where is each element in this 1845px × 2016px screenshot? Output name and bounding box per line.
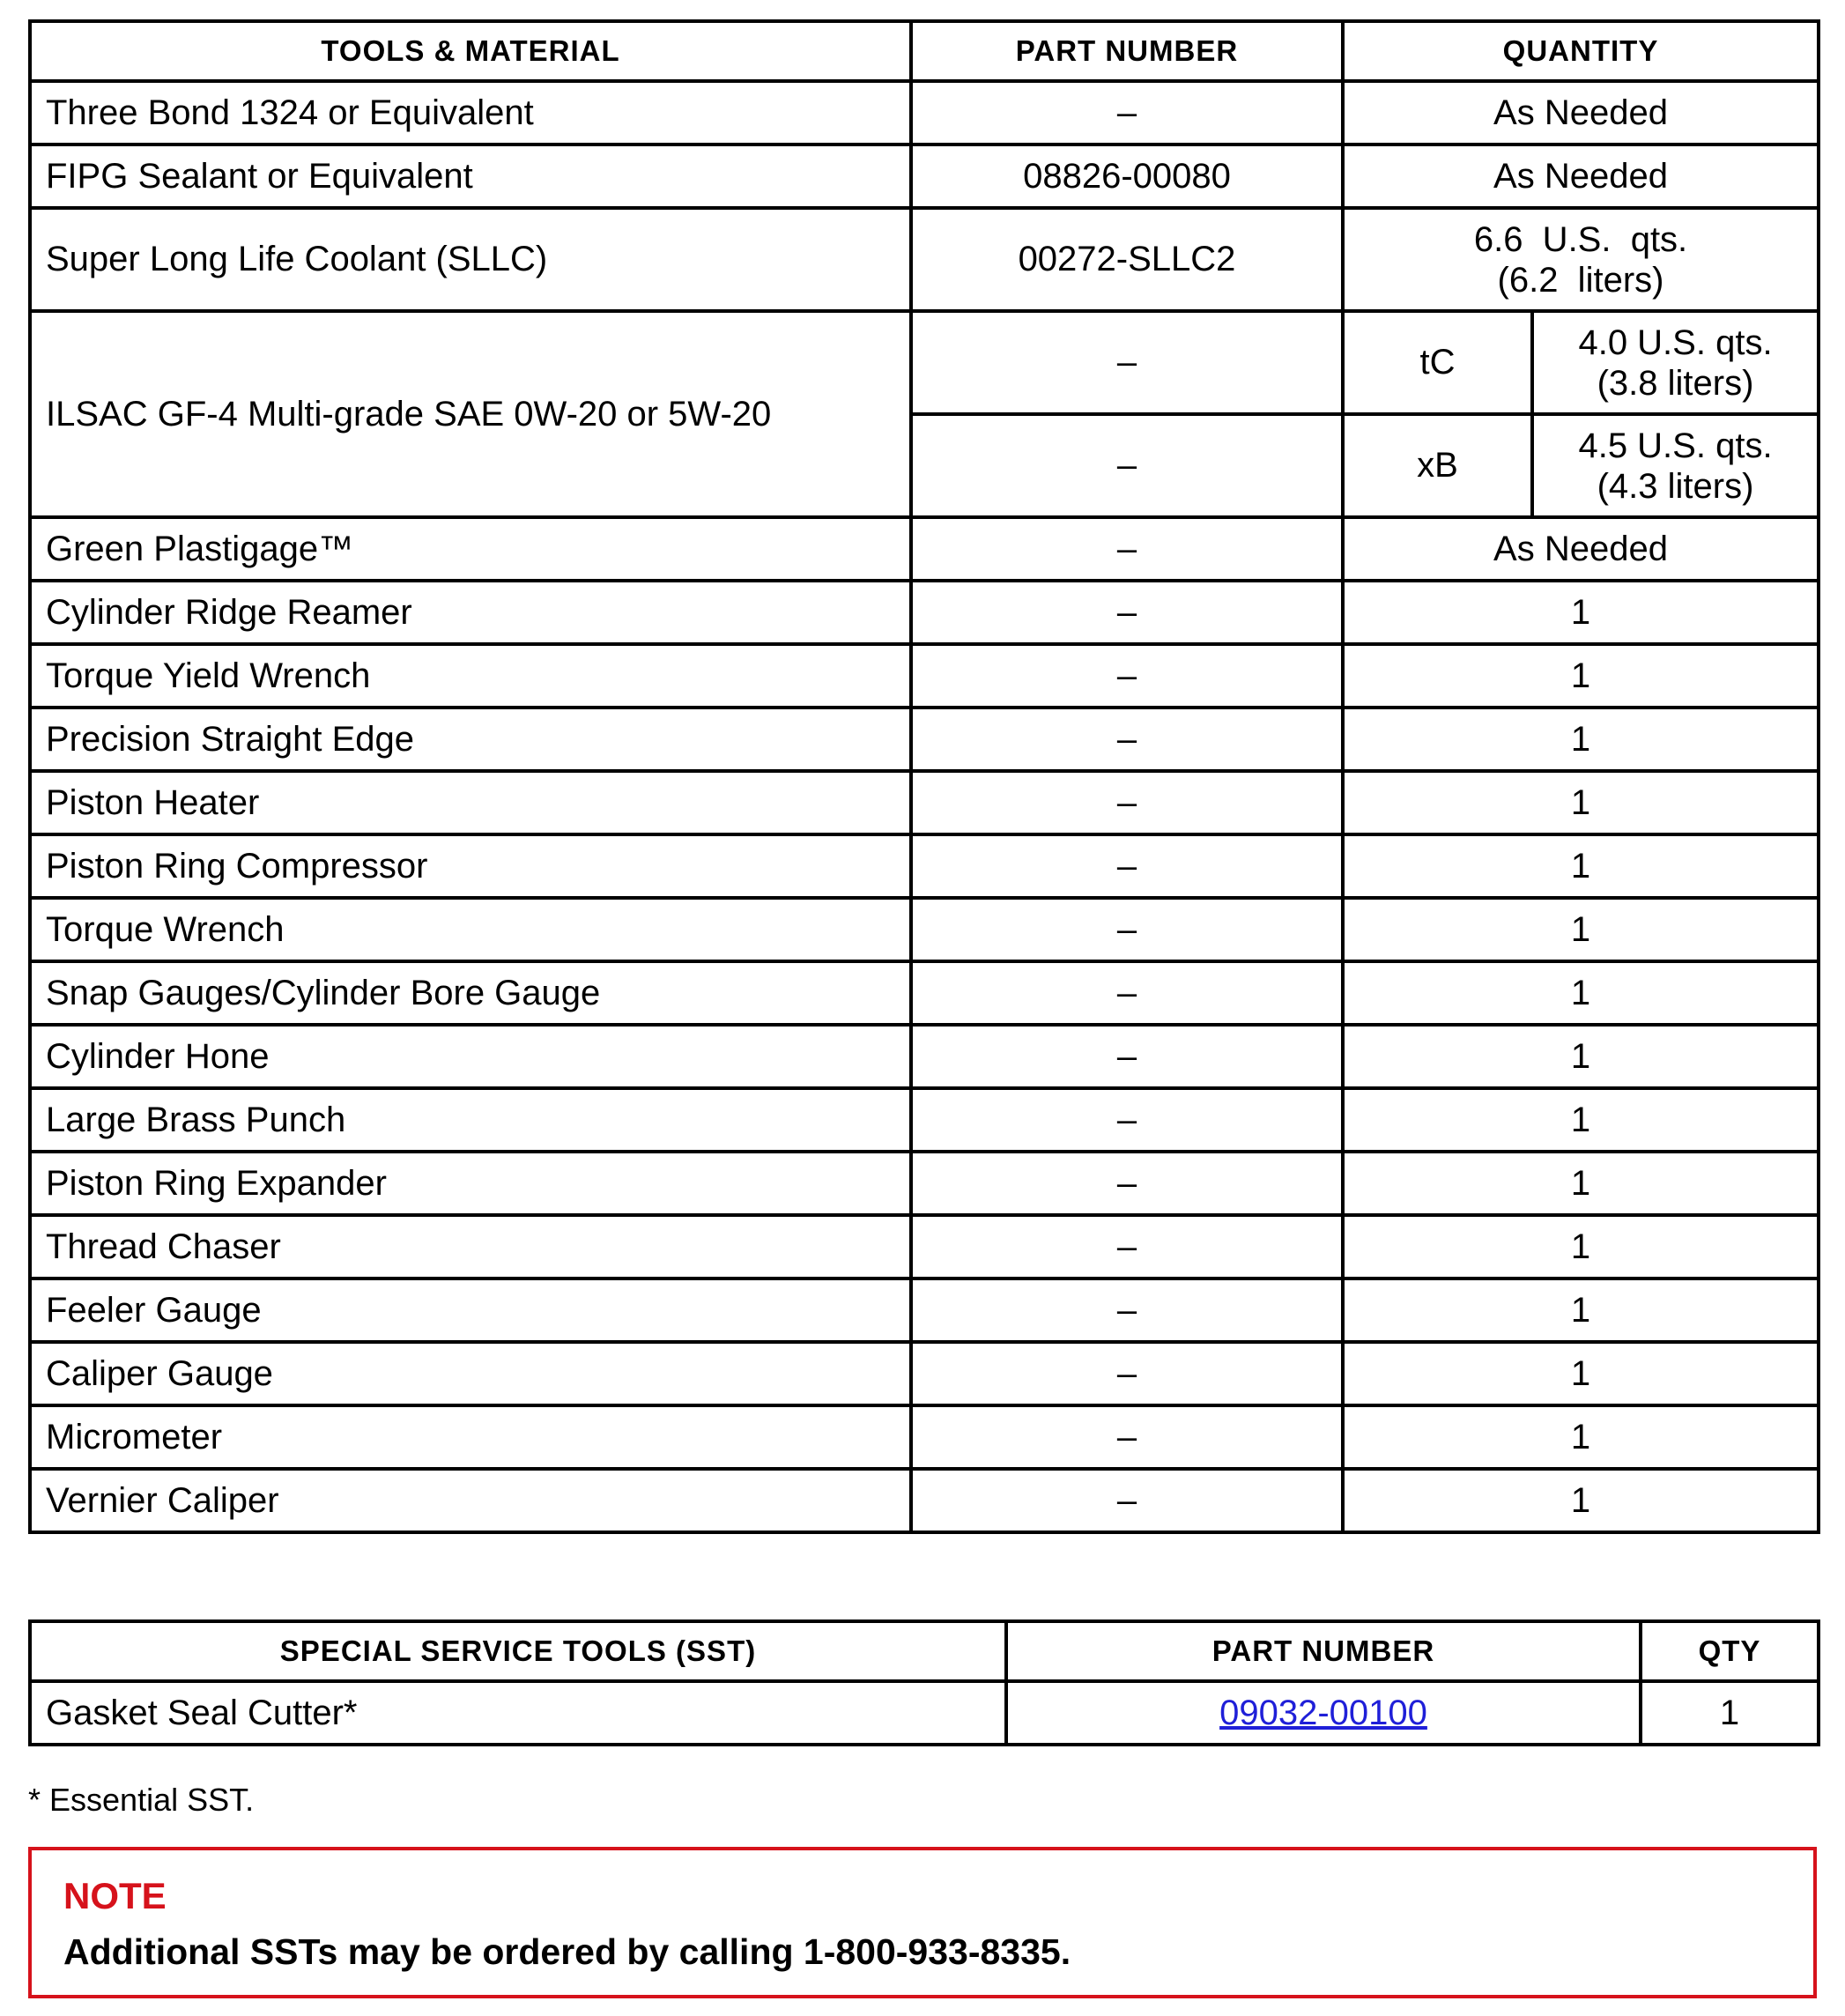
item-name: ILSAC GF-4 Multi-grade SAE 0W-20 or 5W-20 — [30, 311, 911, 517]
item-part-number: – — [911, 771, 1343, 834]
item-quantity: 1 — [1343, 581, 1819, 644]
item-name: Snap Gauges/Cylinder Bore Gauge — [30, 961, 911, 1025]
table-row — [30, 145, 1819, 208]
item-name: Precision Straight Edge — [30, 708, 911, 771]
item-quantity: 1 — [1343, 1152, 1819, 1215]
item-quantity: 1 — [1343, 1215, 1819, 1279]
item-name: Feeler Gauge — [30, 1279, 911, 1342]
quantity-line: 6.6 U.S. qts. — [1473, 219, 1688, 259]
item-name: Torque Yield Wrench — [30, 644, 911, 708]
item-part-number: – — [911, 644, 1343, 708]
model-label: xB — [1343, 414, 1532, 517]
quantity-line: 4.5 U.S. qts. — [1578, 426, 1773, 465]
note-title: NOTE — [63, 1875, 167, 1916]
item-name: Piston Ring Expander — [30, 1152, 911, 1215]
item-name: Cylinder Hone — [30, 1025, 911, 1088]
header-tools-material: TOOLS & MATERIAL — [30, 21, 911, 81]
table-row — [30, 1681, 1819, 1745]
item-quantity: 1 — [1343, 834, 1819, 898]
item-part-number: – — [911, 81, 1343, 145]
table-row — [30, 1152, 1819, 1215]
table-row — [30, 961, 1819, 1025]
table-row — [30, 1215, 1819, 1279]
item-name: Piston Heater — [30, 771, 911, 834]
item-quantity: As Needed — [1343, 145, 1819, 208]
item-name: Torque Wrench — [30, 898, 911, 961]
table-row — [30, 81, 1819, 145]
item-part-number: – — [911, 1088, 1343, 1152]
table-row — [30, 708, 1819, 771]
item-name: Caliper Gauge — [30, 1342, 911, 1405]
table-row — [30, 581, 1819, 644]
item-name: Super Long Life Coolant (SLLC) — [30, 208, 911, 311]
item-part-number: – — [911, 898, 1343, 961]
item-part-number: – — [911, 1469, 1343, 1532]
item-quantity: 1 — [1343, 644, 1819, 708]
item-name: Cylinder Ridge Reamer — [30, 581, 911, 644]
item-part-number: – — [911, 581, 1343, 644]
sst-qty: 1 — [1641, 1681, 1819, 1745]
item-quantity: As Needed — [1343, 81, 1819, 145]
model-label: tC — [1343, 311, 1532, 414]
special-service-tools-table — [28, 1619, 1820, 1746]
item-quantity: 1 — [1343, 1342, 1819, 1405]
part-number-link[interactable]: 09032-00100 — [1219, 1693, 1427, 1732]
item-quantity — [1343, 208, 1819, 311]
item-name: Thread Chaser — [30, 1215, 911, 1279]
table-row — [30, 1025, 1819, 1088]
table-row — [30, 771, 1819, 834]
table-row — [30, 834, 1819, 898]
item-name: Three Bond 1324 or Equivalent — [30, 81, 911, 145]
item-name: Green Plastigage™ — [30, 517, 911, 581]
item-quantity: 1 — [1343, 1088, 1819, 1152]
table-row — [30, 1342, 1819, 1405]
item-quantity: 1 — [1343, 771, 1819, 834]
table-row — [30, 517, 1819, 581]
item-part-number: – — [911, 1279, 1343, 1342]
header-special-service-tools: SPECIAL SERVICE TOOLS (SST) — [30, 1621, 1006, 1681]
item-quantity: 1 — [1343, 1469, 1819, 1532]
item-name: Vernier Caliper — [30, 1469, 911, 1532]
item-part-number: – — [911, 1405, 1343, 1469]
table-row — [30, 1279, 1819, 1342]
header-qty: QTY — [1641, 1621, 1819, 1681]
item-part-number: – — [911, 1215, 1343, 1279]
item-quantity: 1 — [1343, 1025, 1819, 1088]
item-name: Large Brass Punch — [30, 1088, 911, 1152]
item-quantity: As Needed — [1343, 517, 1819, 581]
table-row — [30, 311, 1819, 414]
item-part-number: – — [911, 961, 1343, 1025]
sst-name: Gasket Seal Cutter* — [30, 1681, 1006, 1745]
quantity-line: 4.0 U.S. qts. — [1578, 322, 1773, 362]
item-part-number: – — [911, 517, 1343, 581]
item-part-number: – — [911, 1342, 1343, 1405]
table-row — [30, 208, 1819, 311]
item-part-number: 08826-00080 — [911, 145, 1343, 208]
item-part-number: – — [911, 1152, 1343, 1215]
item-quantity: 1 — [1343, 708, 1819, 771]
table-row — [30, 1469, 1819, 1532]
footnote: * Essential SST. — [28, 1782, 255, 1818]
tools-material-table — [28, 19, 1820, 1534]
table-row — [30, 898, 1819, 961]
sst-part-number-cell — [1006, 1681, 1641, 1745]
note-box — [28, 1847, 1817, 1998]
item-quantity — [1532, 311, 1819, 414]
header-quantity: QUANTITY — [1343, 21, 1819, 81]
item-part-number: – — [911, 834, 1343, 898]
table-row — [30, 644, 1819, 708]
item-name: Micrometer — [30, 1405, 911, 1469]
table-row — [30, 1088, 1819, 1152]
item-part-number: – — [911, 311, 1343, 414]
item-part-number: – — [911, 708, 1343, 771]
quantity-line: (4.3 liters) — [1597, 466, 1754, 506]
table-header-row — [30, 1621, 1819, 1681]
header-part-number: PART NUMBER — [911, 21, 1343, 81]
quantity-line: (6.2 liters) — [1497, 260, 1664, 300]
note-text: Additional SSTs may be ordered by calling 1-800-933-8335. — [63, 1931, 1071, 1972]
item-quantity: 1 — [1343, 1279, 1819, 1342]
item-quantity: 1 — [1343, 898, 1819, 961]
item-name: FIPG Sealant or Equivalent — [30, 145, 911, 208]
item-quantity — [1532, 414, 1819, 517]
table-row — [30, 1405, 1819, 1469]
table-header-row — [30, 21, 1819, 81]
item-quantity: 1 — [1343, 1405, 1819, 1469]
item-part-number: – — [911, 414, 1343, 517]
item-part-number: – — [911, 1025, 1343, 1088]
item-part-number: 00272-SLLC2 — [911, 208, 1343, 311]
item-quantity: 1 — [1343, 961, 1819, 1025]
quantity-line: (3.8 liters) — [1597, 363, 1754, 403]
header-part-number: PART NUMBER — [1006, 1621, 1641, 1681]
item-name: Piston Ring Compressor — [30, 834, 911, 898]
